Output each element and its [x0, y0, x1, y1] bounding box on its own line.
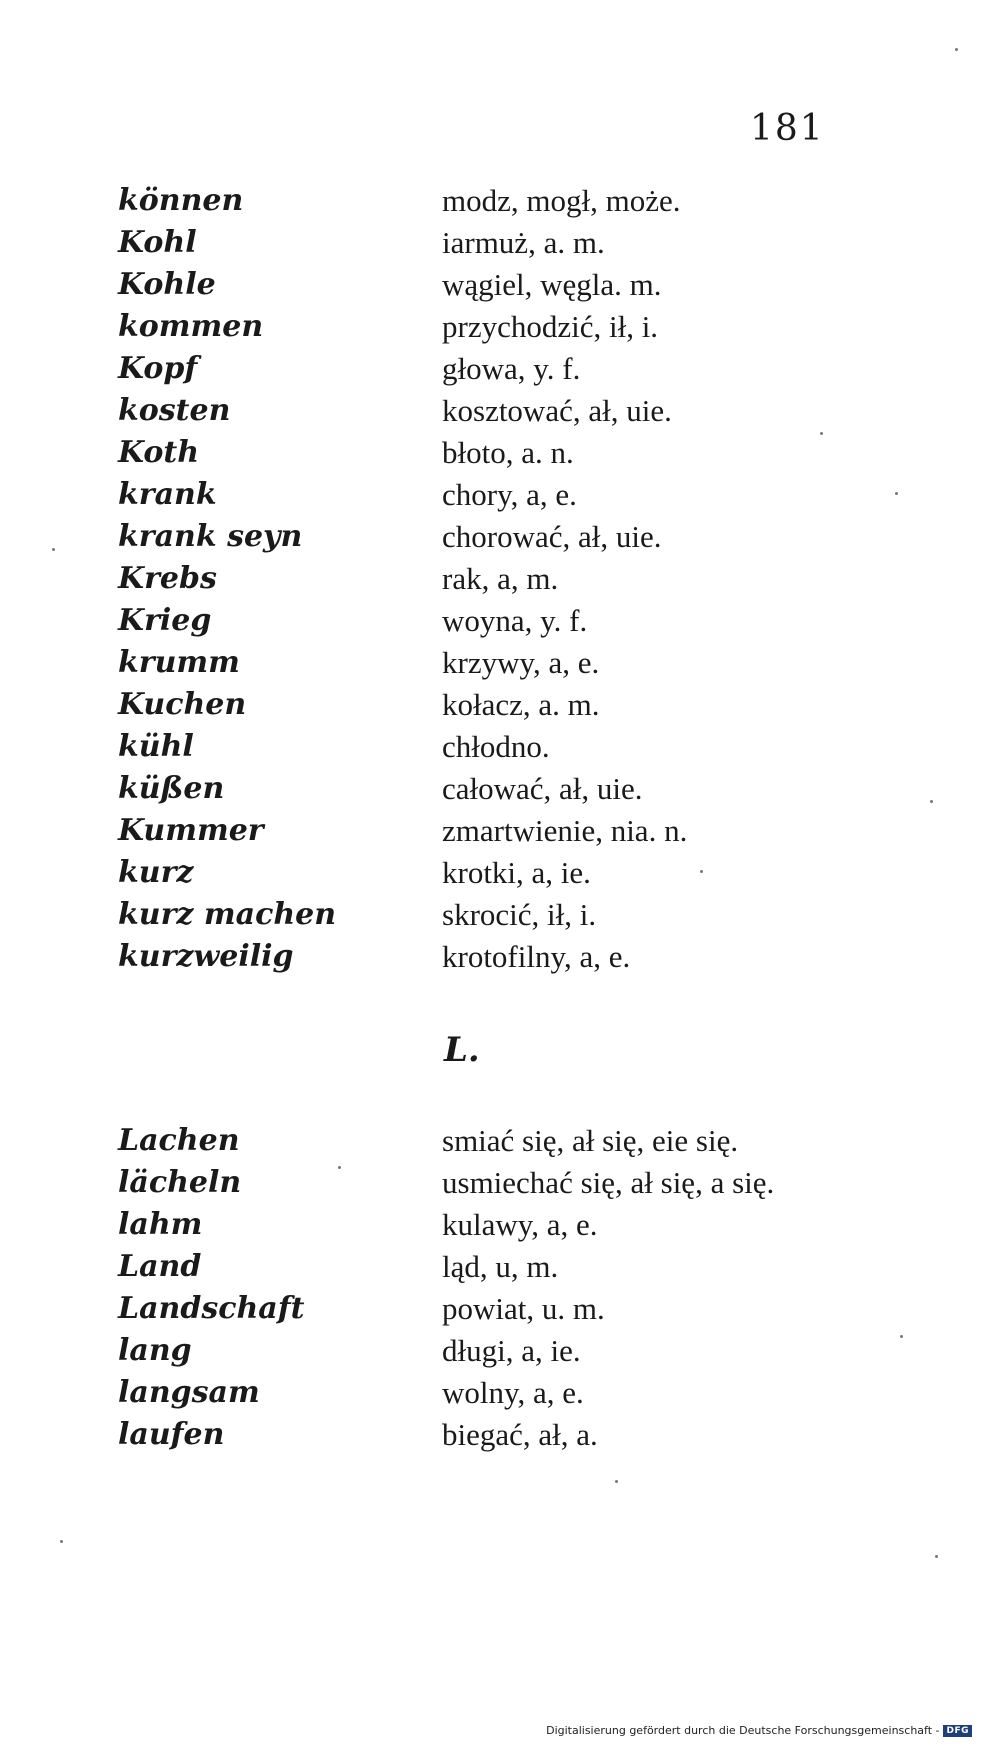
polish-translation: usmiechać się, ał się, a się.: [442, 1165, 775, 1200]
german-word: Koth: [118, 435, 200, 470]
german-word: Kummer: [118, 813, 264, 848]
polish-translation: chłodno.: [442, 729, 550, 764]
polish-translation: zmartwienie, nia. n.: [442, 813, 688, 848]
german-word: lächeln: [118, 1165, 242, 1200]
paper-speck: [700, 870, 703, 873]
german-word: Kopf: [118, 351, 198, 386]
polish-translation: rak, a, m.: [442, 561, 559, 596]
polish-translation: kulawy, a, e.: [442, 1207, 598, 1242]
entry-row: [0, 642, 1000, 684]
german-word: Kohl: [118, 225, 197, 260]
polish-translation: całować, ał, uie.: [442, 771, 643, 806]
german-word: kosten: [118, 393, 231, 428]
entry-row: [0, 306, 1000, 348]
entry-row: [0, 936, 1000, 978]
german-word: krank: [118, 477, 217, 512]
entry-row: [0, 1162, 1000, 1204]
polish-translation: woyna, y. f.: [442, 603, 588, 638]
german-word: Kuchen: [118, 687, 247, 722]
german-word: Krieg: [118, 603, 212, 638]
page-number: 181: [750, 108, 825, 149]
paper-speck: [820, 432, 823, 435]
german-word: kurzweilig: [118, 939, 294, 974]
polish-translation: krotki, a, ie.: [442, 855, 591, 890]
polish-translation: kosztować, ał, uie.: [442, 393, 672, 428]
polish-translation: kołacz, a. m.: [442, 687, 600, 722]
polish-translation: smiać się, ał się, eie się.: [442, 1123, 739, 1158]
entry-row: [0, 558, 1000, 600]
digitization-footer: [546, 1724, 972, 1737]
polish-translation: biegać, ał, a.: [442, 1417, 598, 1452]
entry-row: [0, 600, 1000, 642]
polish-translation: ląd, u, m.: [442, 1249, 559, 1284]
polish-translation: chory, a, e.: [442, 477, 577, 512]
german-word: Landschaft: [118, 1291, 305, 1326]
german-word: Kohle: [118, 267, 216, 302]
polish-translation: przychodzić, ił, i.: [442, 309, 659, 344]
polish-translation: chorować, ał, uie.: [442, 519, 662, 554]
german-word: Krebs: [118, 561, 217, 596]
polish-translation: wągiel, węgla. m.: [442, 267, 662, 302]
entry-row: [0, 852, 1000, 894]
german-word: krumm: [118, 645, 240, 680]
polish-translation: krzywy, a, e.: [442, 645, 600, 680]
entry-row: [0, 1288, 1000, 1330]
german-word: kühl: [118, 729, 194, 764]
section-heading-letter: L.: [444, 1030, 480, 1070]
paper-speck: [338, 1166, 341, 1169]
entry-row: [0, 726, 1000, 768]
entry-row: [0, 1204, 1000, 1246]
polish-translation: iarmuż, a. m.: [442, 225, 605, 260]
polish-translation: długi, a, ie.: [442, 1333, 581, 1368]
german-word: langsam: [118, 1375, 260, 1410]
paper-speck: [900, 1335, 903, 1338]
entry-row: [0, 348, 1000, 390]
german-word: Land: [118, 1249, 202, 1284]
entry-row: [0, 180, 1000, 222]
paper-speck: [615, 1480, 618, 1483]
entry-row: [0, 264, 1000, 306]
german-word: küßen: [118, 771, 225, 806]
entry-row: [0, 222, 1000, 264]
polish-translation: skrocić, ił, i.: [442, 897, 597, 932]
entry-row: [0, 684, 1000, 726]
entry-row: [0, 390, 1000, 432]
entry-row: [0, 1414, 1000, 1456]
entry-row: [0, 894, 1000, 936]
paper-speck: [52, 548, 55, 551]
entry-row: [0, 768, 1000, 810]
german-word: können: [118, 183, 244, 218]
entry-row: [0, 432, 1000, 474]
entry-row: [0, 1120, 1000, 1162]
footer-text: Digitalisierung gefördert durch die Deutsche Forschungsgemeinschaft -: [546, 1724, 940, 1737]
polish-translation: powiat, u. m.: [442, 1291, 605, 1326]
paper-speck: [895, 492, 898, 495]
dfg-logo-icon: DFG: [943, 1725, 972, 1737]
entry-row: [0, 474, 1000, 516]
german-word: kommen: [118, 309, 264, 344]
entry-row: [0, 1372, 1000, 1414]
entry-row: [0, 1246, 1000, 1288]
polish-translation: krotofilny, a, e.: [442, 939, 631, 974]
entry-row: [0, 1330, 1000, 1372]
german-word: lahm: [118, 1207, 203, 1242]
german-word: Lachen: [118, 1123, 240, 1158]
entry-row: [0, 810, 1000, 852]
polish-translation: wolny, a, e.: [442, 1375, 584, 1410]
paper-speck: [955, 48, 958, 51]
paper-speck: [60, 1540, 63, 1543]
german-word: krank seyn: [118, 519, 303, 554]
german-word: kurz machen: [118, 897, 337, 932]
paper-speck: [930, 800, 933, 803]
paper-speck: [935, 1555, 938, 1558]
german-word: lang: [118, 1333, 192, 1368]
polish-translation: głowa, y. f.: [442, 351, 581, 386]
polish-translation: modz, mogł, może.: [442, 183, 681, 218]
polish-translation: błoto, a. n.: [442, 435, 574, 470]
german-word: laufen: [118, 1417, 225, 1452]
german-word: kurz: [118, 855, 194, 890]
entry-row: [0, 516, 1000, 558]
